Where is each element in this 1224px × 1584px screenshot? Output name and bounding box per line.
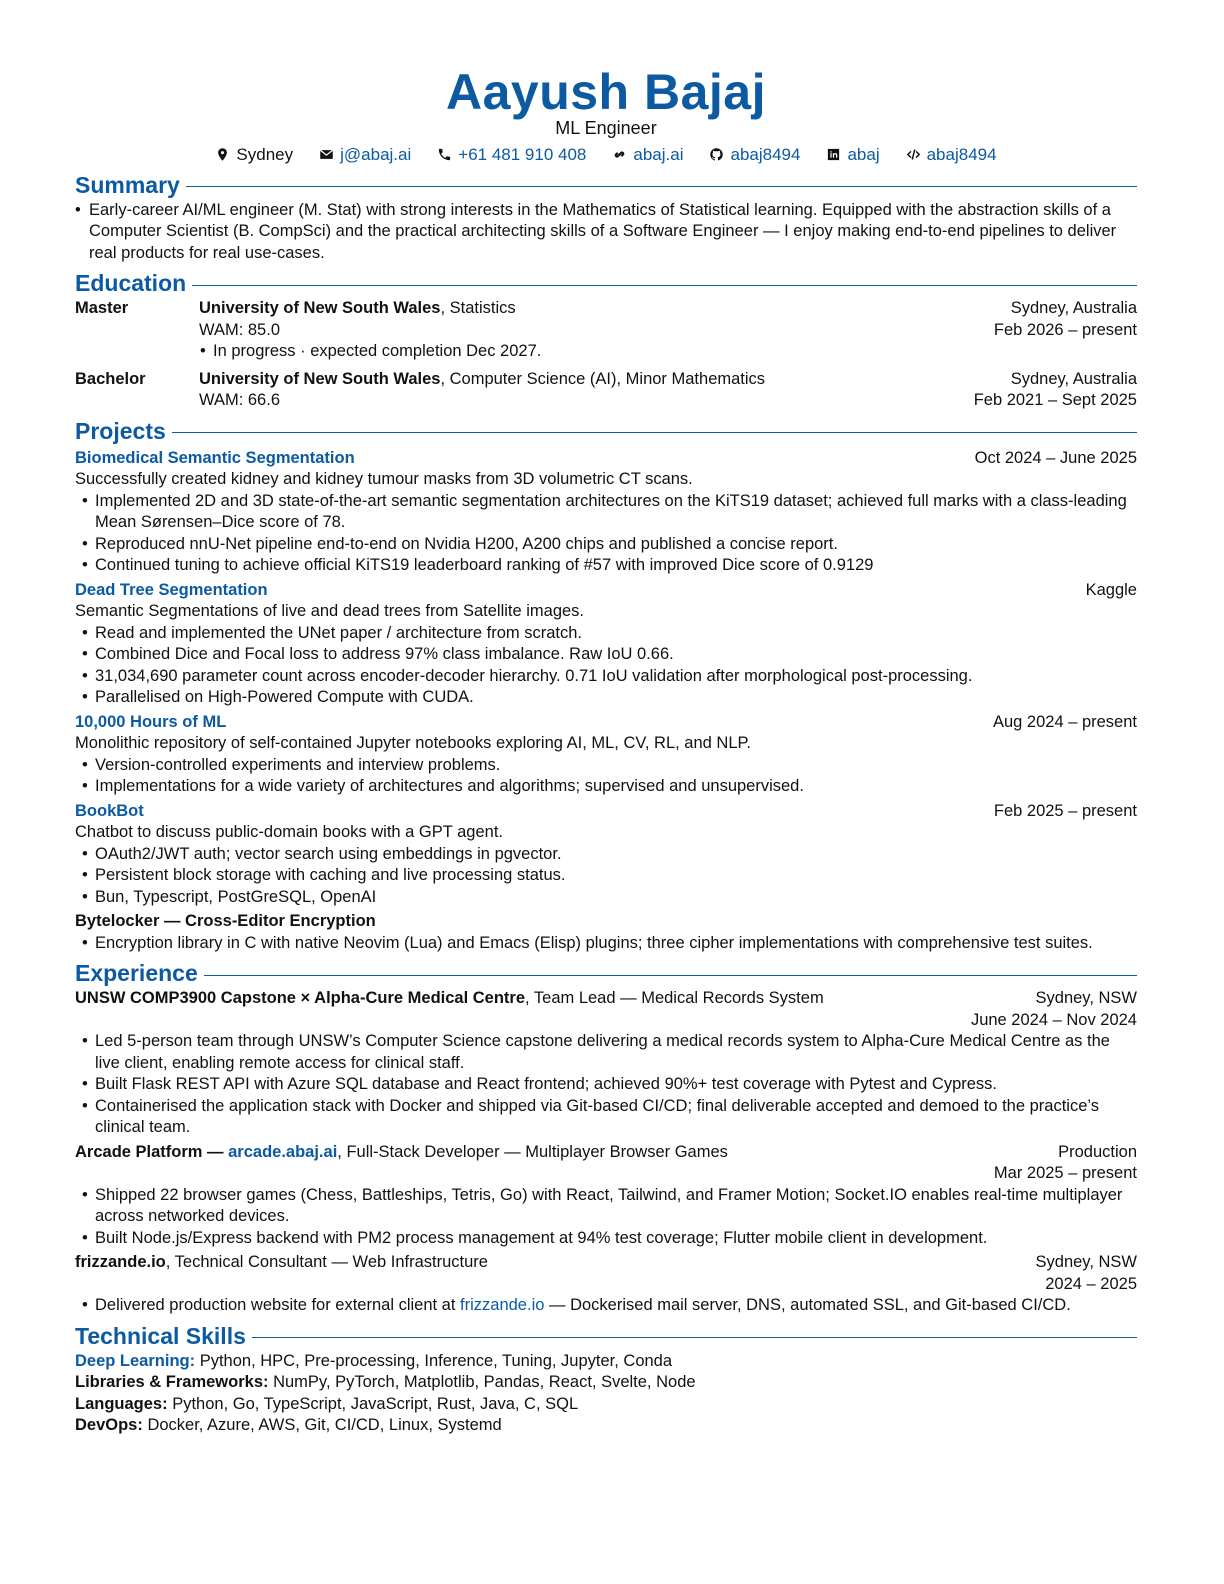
skill-label[interactable]: Deep Learning:: [75, 1351, 196, 1370]
experience-entry: [75, 1142, 1137, 1250]
contact-bar: [75, 144, 1137, 166]
degree-level: Bachelor: [75, 369, 146, 388]
section-divider: [172, 432, 1137, 433]
institution: University of New South Wales: [199, 369, 441, 388]
link-icon: [612, 147, 627, 162]
section-title: Experience: [75, 960, 198, 987]
section-divider: [252, 1337, 1137, 1338]
project-bullet: • Continued tuning to achieve official KiTS19 leaderboard ranking of #57 with improved Dice score of 0.9129: [75, 555, 1137, 577]
skill-line: [75, 1372, 1137, 1394]
project-bullet: • Combined Dice and Focal loss to address 97% class imbalance. Raw IoU 0.66.: [75, 644, 1137, 666]
project-dates: Aug 2024 – present: [992, 712, 1137, 731]
education-section: [75, 270, 1137, 412]
institution: University of New South Wales: [199, 299, 441, 317]
section-title: Education: [75, 270, 187, 297]
summary-list: [75, 200, 1137, 265]
skill-label: Libraries & Frameworks:: [75, 1373, 269, 1391]
skill-value: Python, HPC, Pre-processing, Inference, Tuning, Jupyter, Conda: [195, 1351, 673, 1370]
education-dates: Feb 2021 – Sept 2025: [973, 391, 1137, 409]
project-bullet: • Parallelised on High-Powered Compute with CUDA.: [75, 687, 1137, 709]
education-entry: [75, 298, 1137, 363]
summary-section: [75, 172, 1137, 265]
skills-heading: [75, 1323, 1137, 1351]
skill-line: [75, 1351, 1137, 1373]
wam-score: WAM: 66.6: [199, 391, 280, 409]
experience-bullet: • Built Node.js/Express backend with PM2 process management at 94% test coverage; Flutter mobile client in development.: [75, 1228, 1137, 1250]
wam-score: WAM: 85.0: [199, 320, 280, 339]
experience-bullet: • Shipped 22 browser games (Chess, Battleships, Tetris, Go) with React, Tailwind, and Framer Motion; Socket.IO enables real-time multiplayer across networked devices.: [75, 1185, 1137, 1228]
education-note: • In progress · expected completion Dec 2027.: [193, 341, 1137, 363]
project-entry: [75, 712, 1137, 798]
project-name[interactable]: 10,000 Hours of ML: [75, 712, 227, 731]
skill-value: Python, Go, TypeScript, JavaScript, Rust, Java, C, SQL: [167, 1394, 579, 1413]
organization: frizzande.io: [75, 1253, 166, 1271]
project-bullet: • Bun, Typescript, PostGreSQL, OpenAI: [75, 887, 1137, 909]
education-location: Sydney, Australia: [1010, 369, 1137, 388]
organization: UNSW COMP3900 Capstone × Alpha-Cure Medical Centre: [75, 989, 526, 1007]
education-entry: [75, 369, 1137, 412]
project-description: Semantic Segmentations of live and dead trees from Satellite images.: [75, 602, 585, 620]
location-pin-icon: [215, 147, 230, 162]
project-name[interactable]: BookBot: [75, 801, 144, 820]
project-entry: [75, 801, 1137, 909]
project-bullet: • 31,034,690 parameter count across encoder-decoder hierarchy. 0.71 IoU validation after morphological post-processing.: [75, 666, 1137, 688]
field-of-study: , Computer Science (AI), Minor Mathematics: [440, 369, 766, 388]
project-name[interactable]: Biomedical Semantic Segmentation: [75, 448, 355, 467]
contact-github[interactable]: [709, 144, 800, 166]
projects-heading: [75, 418, 1137, 446]
experience-location: Production: [1058, 1142, 1137, 1161]
project-bullet: • OAuth2/JWT auth; vector search using embeddings in pgvector.: [75, 844, 1137, 866]
email-link[interactable]: j@abaj.ai: [340, 145, 412, 164]
resume-page: [75, 64, 1137, 1437]
skill-line: [75, 1415, 1137, 1437]
experience-dates: 2024 – 2025: [1045, 1274, 1137, 1293]
skill-line: [75, 1394, 1137, 1416]
contact-website[interactable]: [612, 144, 683, 166]
role: , Full-Stack Developer — Multiplayer Browser Games: [337, 1142, 728, 1161]
section-divider: [186, 186, 1137, 187]
education-dates: Feb 2026 – present: [993, 320, 1137, 339]
code-icon: [906, 147, 921, 162]
candidate-name: Aayush Bajaj: [445, 64, 766, 120]
experience-bullet: [75, 1295, 1137, 1317]
experience-entry: [75, 1252, 1137, 1317]
experience-bullet: • Containerised the application stack with Docker and shipped via Git-based CI/CD; final deliverable accepted and demoed to the practice’s clinical team.: [75, 1096, 1137, 1139]
degree-level: Master: [75, 299, 129, 317]
project-entry: [75, 448, 1137, 577]
location-text: Sydney: [236, 145, 294, 164]
project-name[interactable]: Dead Tree Segmentation: [75, 580, 268, 599]
contact-email[interactable]: [319, 144, 411, 166]
skill-value: Docker, Azure, AWS, Git, CI/CD, Linux, Systemd: [142, 1416, 502, 1434]
project-name: Bytelocker — Cross-Editor Encryption: [75, 912, 376, 930]
project-bullet: • Persistent block storage with caching and live processing status.: [75, 865, 1137, 887]
education-heading: [75, 270, 1137, 298]
skills-section: [75, 1323, 1137, 1437]
project-bullet: • Implementations for a wide variety of architectures and algorithms; supervised and unsupervised.: [75, 776, 1137, 798]
project-description: Chatbot to discuss public-domain books with a GPT agent.: [75, 823, 504, 841]
phone-link[interactable]: +61 481 910 408: [458, 145, 587, 164]
website-link[interactable]: abaj.ai: [633, 145, 684, 164]
section-divider: [204, 975, 1137, 976]
linkedin-icon: [826, 147, 841, 162]
project-entry: [75, 580, 1137, 709]
project-dates: Feb 2025 – present: [993, 801, 1137, 820]
summary-text: • Early-career AI/ML engineer (M. Stat) with strong interests in the Mathematics of Statistical learning. Equipped with the abstraction skills of a Computer Scientist (B. CompSci) and the practical architecting skills of a Software Engineer — I enjoy making end-to-end pipelines to deliver real products for real use-cases.: [75, 200, 1137, 265]
project-description: Monolithic repository of self-contained Jupyter notebooks exploring AI, ML, CV, RL, and NLP.: [75, 734, 751, 752]
field-of-study: , Statistics: [440, 299, 516, 317]
experience-heading: [75, 960, 1137, 988]
skill-value: NumPy, PyTorch, Matplotlib, Pandas, React, Svelte, Node: [268, 1373, 696, 1391]
organization: Arcade Platform —: [75, 1142, 229, 1161]
experience-dates: June 2024 – Nov 2024: [970, 1010, 1137, 1029]
experience-location: Sydney, NSW: [1035, 1253, 1137, 1271]
summary-heading: [75, 172, 1137, 200]
experience-section: [75, 960, 1137, 1317]
frizzande-link[interactable]: frizzande.io: [460, 1296, 545, 1314]
phone-icon: [437, 147, 452, 162]
project-bullet: • Encryption library in C with native Neovim (Lua) and Emacs (Elisp) plugins; three cipher implementations with comprehensive test suites.: [75, 933, 1137, 955]
project-bullet: • Implemented 2D and 3D state-of-the-art semantic segmentation architectures on the KiTS19 dataset; achieved full marks with a class-leading Mean Sørensen–Dice score of 78.: [75, 491, 1137, 534]
email-icon: [319, 147, 334, 162]
section-divider: [192, 285, 1137, 286]
project-description: Successfully created kidney and kidney tumour masks from 3D volumetric CT scans.: [75, 470, 693, 488]
candidate-title: ML Engineer: [555, 118, 657, 138]
contact-code[interactable]: [906, 144, 997, 166]
role: , Technical Consultant — Web Infrastructure: [165, 1253, 488, 1271]
arcade-link[interactable]: arcade.abaj.ai: [228, 1142, 338, 1161]
bullet-text: Delivered production website for external client at: [95, 1296, 461, 1314]
project-entry: [75, 911, 1137, 954]
linkedin-link[interactable]: abaj: [847, 145, 880, 164]
project-dates: Oct 2024 – June 2025: [974, 448, 1137, 467]
skill-label: Languages:: [75, 1394, 168, 1413]
project-bullet: • Reproduced nnU-Net pipeline end-to-end on Nvidia H200, A200 chips and published a concise report.: [75, 534, 1137, 556]
bullet-text: — Dockerised mail server, DNS, automated SSL, and Git-based CI/CD.: [544, 1296, 1071, 1314]
github-link[interactable]: abaj8494: [730, 145, 801, 164]
projects-section: [75, 418, 1137, 955]
contact-linkedin[interactable]: [826, 144, 879, 166]
section-title: Projects: [75, 417, 166, 444]
role: , Team Lead — Medical Records System: [525, 989, 824, 1007]
experience-dates: Mar 2025 – present: [993, 1164, 1137, 1182]
experience-entry: [75, 988, 1137, 1139]
code-profile-link[interactable]: abaj8494: [926, 145, 997, 164]
contact-phone[interactable]: [437, 144, 586, 166]
section-title: Technical Skills: [75, 1322, 246, 1349]
education-location: Sydney, Australia: [1010, 299, 1137, 317]
github-icon: [709, 147, 724, 162]
experience-location: Sydney, NSW: [1035, 989, 1137, 1007]
project-bullet: • Read and implemented the UNet paper / architecture from scratch.: [75, 623, 1137, 645]
skill-label: DevOps:: [75, 1416, 143, 1434]
project-context: Kaggle: [1085, 580, 1137, 599]
project-bullet: • Version-controlled experiments and interview problems.: [75, 755, 1137, 777]
contact-location: [215, 144, 293, 166]
experience-bullet: • Built Flask REST API with Azure SQL database and React frontend; achieved 90%+ test coverage with Pytest and Cypress.: [75, 1074, 1137, 1096]
section-title: Summary: [75, 171, 180, 198]
experience-bullet: • Led 5-person team through UNSW’s Computer Science capstone delivering a medical records system to Alpha-Cure Medical Centre as the live client, enabling remote access for clinical staff.: [75, 1031, 1137, 1074]
